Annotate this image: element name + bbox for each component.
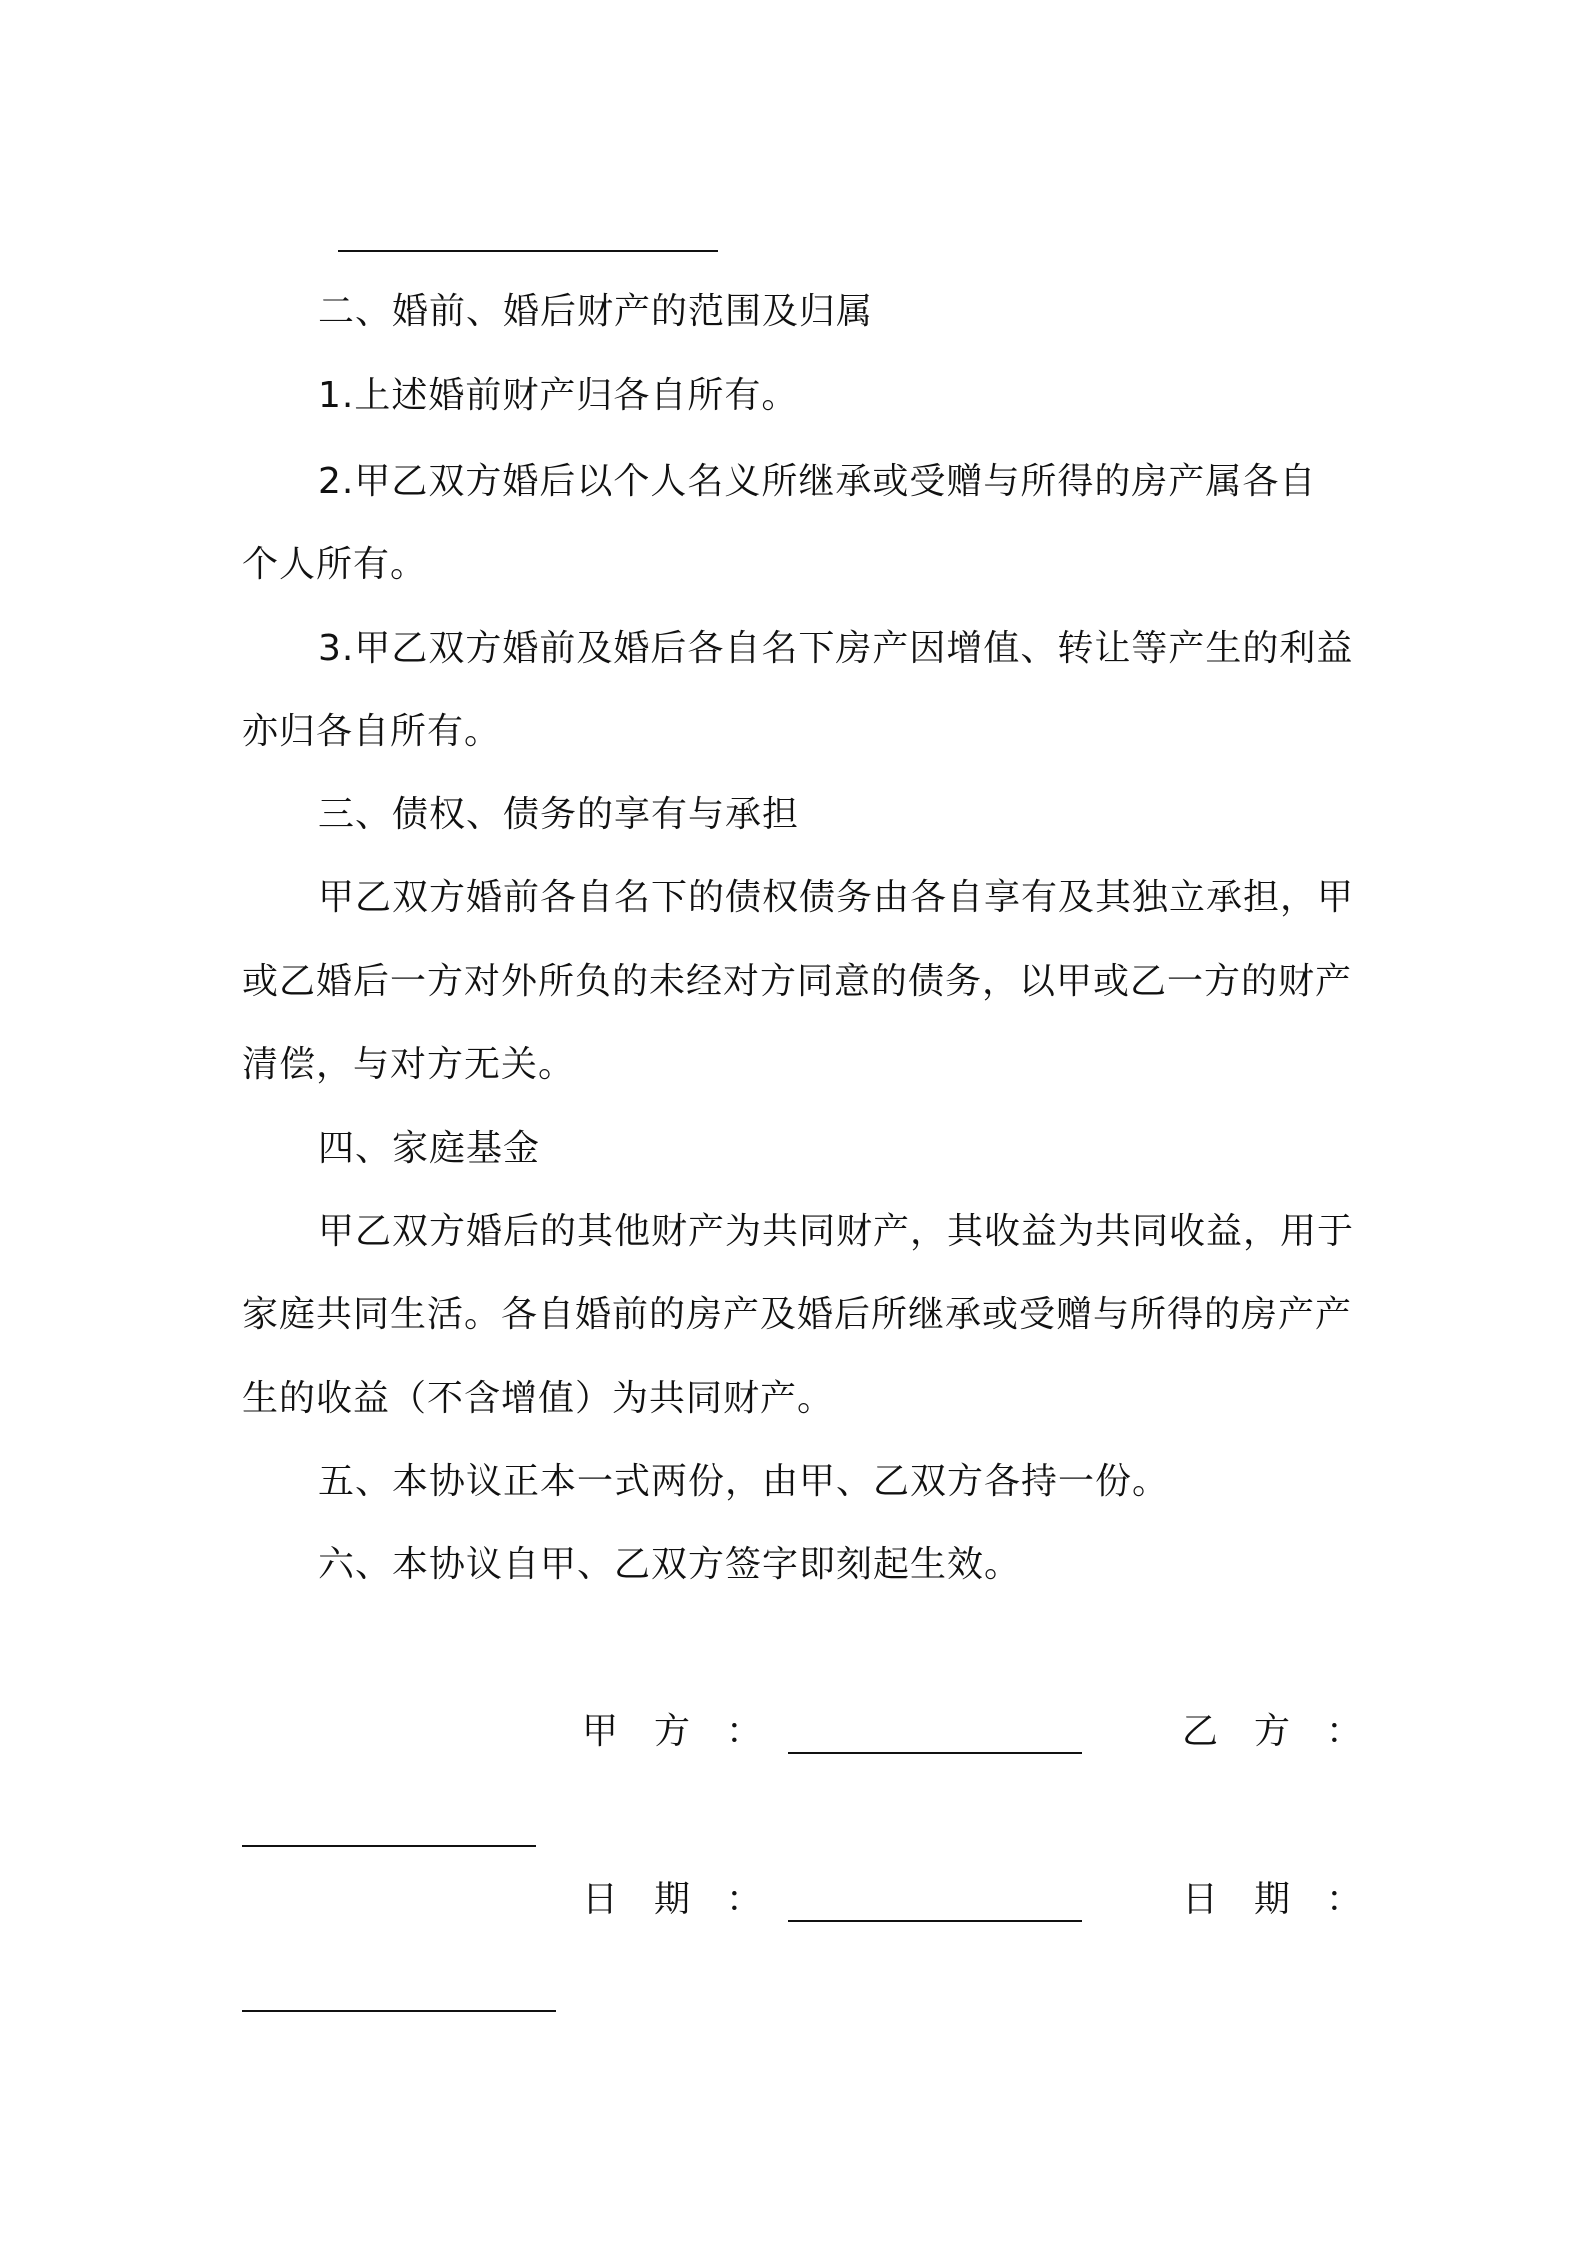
party-a-signature-line (788, 1752, 1082, 1754)
date-b-label: 日期： (1182, 1879, 1399, 1920)
section3-para-line3: 清偿，与对方无关。 (242, 1044, 576, 1085)
date-a-label: 日期： (582, 1879, 799, 1920)
section4-heading: 四、家庭基金 (318, 1128, 541, 1169)
section4-para-line1: 甲乙双方婚后的其他财产为共同财产，其收益为共同收益，用于 (318, 1211, 1355, 1252)
party-a-label: 甲方： (582, 1711, 799, 1752)
section2-heading: 二、婚前、婚后财产的范围及归属 (318, 291, 874, 332)
blank-underline (338, 250, 718, 252)
party-b-label: 乙方： (1182, 1711, 1399, 1752)
section3-heading: 三、债权、债务的享有与承担 (318, 794, 800, 835)
section3-para-line1: 甲乙双方婚前各自名下的债权债务由各自享有及其独立承担，甲 (318, 877, 1355, 918)
date-b-line (242, 2010, 556, 2012)
section4-para-line2: 家庭共同生活。各自婚前的房产及婚后所继承或受赠与所得的房产产 (242, 1294, 1353, 1335)
party-b-signature-line (242, 1845, 536, 1847)
date-a-line (788, 1920, 1082, 1922)
section6: 六、本协议自甲、乙双方签字即刻起生效。 (318, 1544, 1022, 1585)
section5: 五、本协议正本一式两份，由甲、乙双方各持一份。 (318, 1461, 1170, 1502)
section2-item1: 1.上述婚前财产归各自所有。 (318, 375, 799, 416)
section2-item2-line1: 2.甲乙双方婚后以个人名义所继承或受赠与所得的房产属各自 (318, 461, 1317, 502)
section3-para-line2: 或乙婚后一方对外所负的未经对方同意的债务，以甲或乙一方的财产 (242, 961, 1353, 1002)
section4-para-line3: 生的收益（不含增值）为共同财产。 (242, 1378, 835, 1419)
section2-item2-line2: 个人所有。 (242, 544, 428, 585)
section2-item3-line1: 3.甲乙双方婚前及婚后各自名下房产因增值、转让等产生的利益 (318, 628, 1354, 669)
section2-item3-line2: 亦归各自所有。 (242, 711, 502, 752)
